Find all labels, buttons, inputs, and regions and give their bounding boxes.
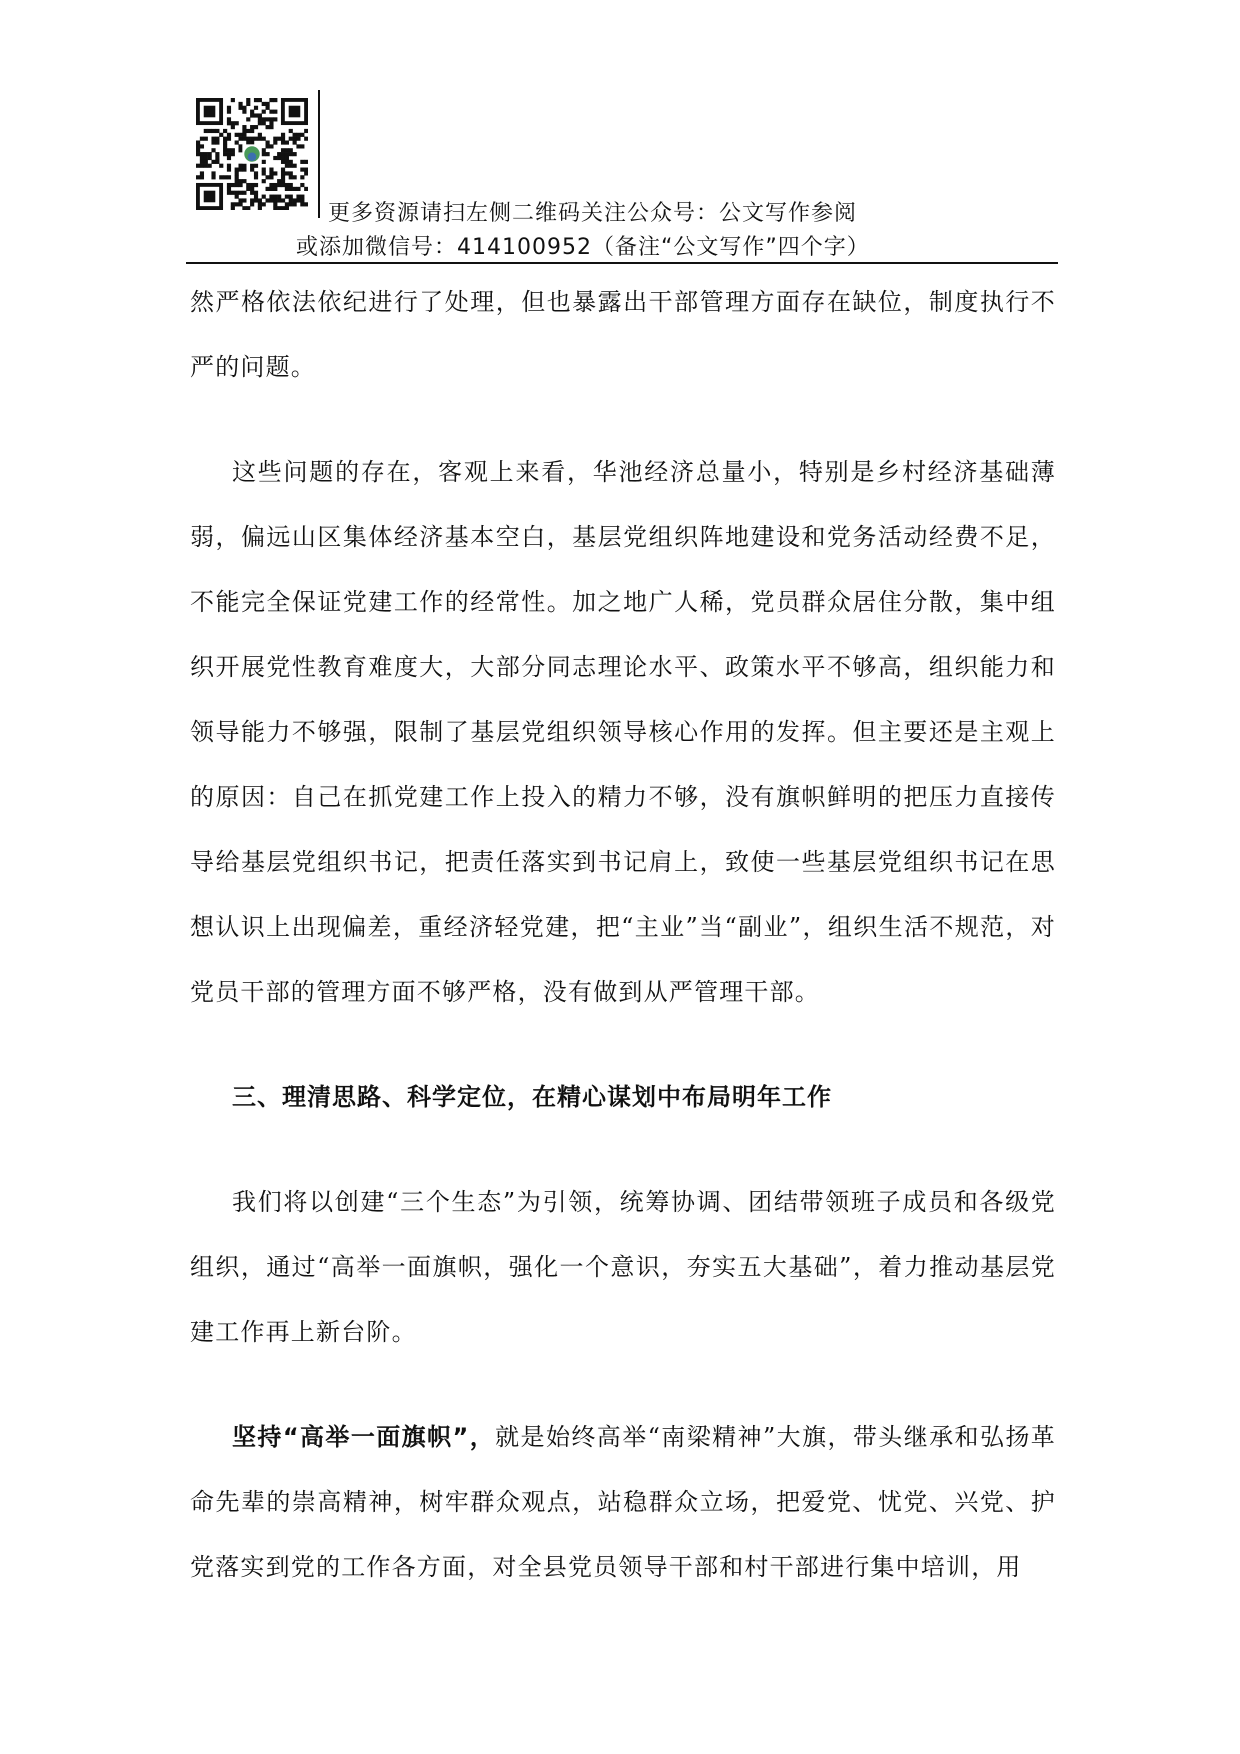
paragraph-plan: 我们将以创建“三个生态”为引领，统筹协调、团结带领班子成员和各级党组织，通过“高举一面旗帜，强化一个意识，夯实五大基础”，着力推动基层党建工作再上新台阶。	[190, 1188, 1056, 1346]
header-promo-line: 更多资源请扫左侧二维码关注公众号：公文写作参阅	[328, 201, 858, 226]
header-rule	[186, 262, 1058, 264]
header-divider	[318, 90, 320, 218]
qr-code-icon	[196, 98, 308, 210]
paragraph-gap	[190, 1025, 1056, 1065]
paragraph-continued: 然严格依法依纪进行了处理，但也暴露出干部管理方面存在缺位，制度执行不严的问题。	[190, 288, 1056, 381]
document-body	[190, 270, 1056, 1600]
header-wechat-line: 或添加微信号：414100952（备注“公文写作”四个字）	[296, 235, 870, 260]
paragraph-analysis: 这些问题的存在，客观上来看，华池经济总量小，特别是乡村经济基础薄弱，偏远山区集体经济基本空白，基层党组织阵地建设和党务活动经费不足，不能完全保证党建工作的经常性。加之地广人稀，党员群众居住分散，集中组织开展党性教育难度大，大部分同志理论水平、政策水平不够高，组织能力和领导能力不够强，限制了基层党组织领导核心作用的发挥。但主要还是主观上的原因：自己在抓党建工作上投入的精力不够，没有旗帜鲜明的把压力直接传导给基层党组织书记，把责任落实到书记肩上，致使一些基层党组织书记在思想认识上出现偏差，重经济轻党建，把“主业”当“副业”，组织生活不规范，对党员干部的管理方面不够严格，没有做到从严管理干部。	[190, 458, 1056, 1006]
paragraph-banner-text: 就是始终高举“南梁精神”大旗，带头继承和弘扬革命先辈的崇高精神，树牢群众观点，站稳群众立场，把爱党、忧党、兴党、护党落实到党的工作各方面，对全县党员领导干部和村干部进行集中培训，用	[190, 1423, 1057, 1581]
section-heading-three: 三、理清思路、科学定位，在精心谋划中布局明年工作	[232, 1083, 832, 1111]
qr-code-graphic	[196, 98, 308, 210]
paragraph-banner	[190, 1405, 1056, 1600]
paragraph-gap	[190, 400, 1056, 440]
paragraph-gap	[190, 1365, 1056, 1405]
paragraph-lead-bold: 坚持“高举一面旗帜”，	[232, 1423, 496, 1451]
paragraph-gap	[190, 1130, 1056, 1170]
